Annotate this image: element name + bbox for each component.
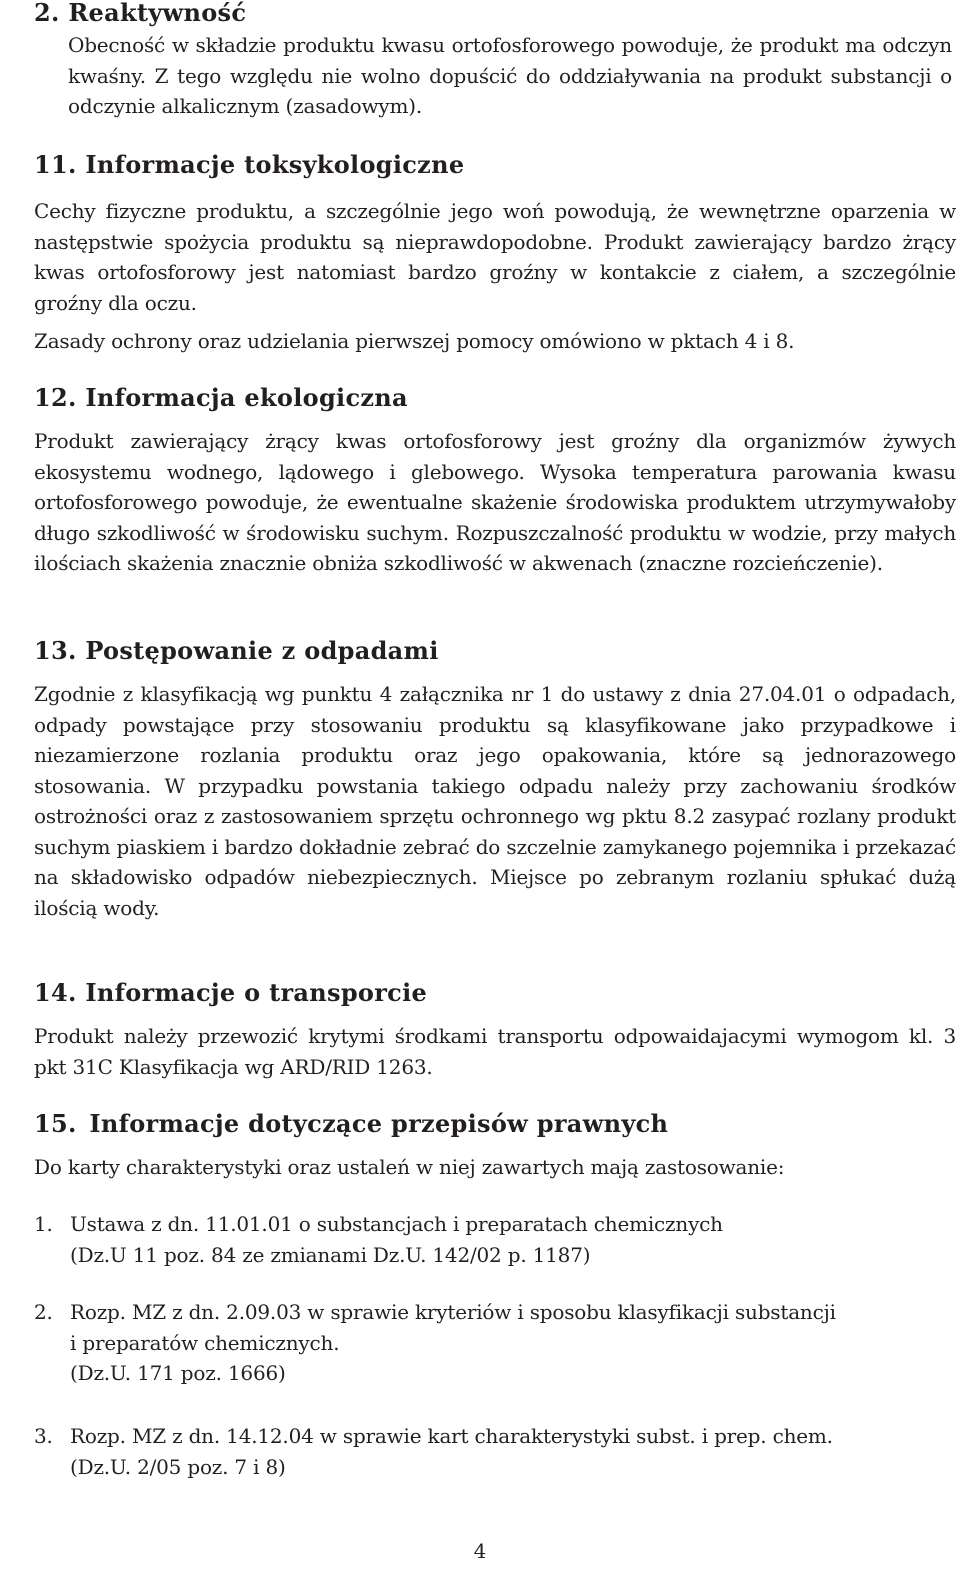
section-heading-toxicology: [34, 150, 464, 180]
section-heading-reaktywnosc: [34, 0, 246, 28]
reference-number: 2.: [34, 1300, 53, 1324]
reference-number: 3.: [34, 1424, 53, 1448]
section-title: Informacje toksykologiczne: [85, 150, 465, 179]
section-heading-legal: [34, 1109, 668, 1139]
section-heading-ecology: [34, 383, 408, 413]
section-number: 13.: [34, 636, 77, 665]
section-paragraph: Cechy fizyczne produktu, a szczególnie jego woń powodują, że wewnętrzne oparzenia w następstwie spożycia produktu są nieprawdopodobne. Produkt zawierający bardzo żrący kwas ortofosforowy jest natomiast bardzo groźny w kontakcie z ciałem, a szczególnie groźny dla oczu.: [34, 199, 956, 315]
reference-line: (Dz.U. 171 poz. 1666): [70, 1361, 286, 1385]
reference-line: (Dz.U 11 poz. 84 ze zmianami Dz.U. 142/02 p. 1187): [70, 1242, 591, 1267]
reference-number: 1.: [34, 1212, 53, 1236]
section-paragraph: Zasady ochrony oraz udzielania pierwszej pomocy omówiono w pktach 4 i 8.: [34, 329, 795, 353]
reference-line: (Dz.U. 2/05 poz. 7 i 8): [70, 1454, 286, 1479]
reference-line: Rozp. MZ z dn. 2.09.03 w sprawie kryteriów i sposobu klasyfikacji substancji: [70, 1300, 836, 1324]
reference-line: Ustawa z dn. 11.01.01 o substancjach i preparatach chemicznych: [70, 1212, 723, 1236]
section-paragraph: Produkt zawierający żrący kwas ortofosforowy jest groźny dla organizmów żywych ekosystemu wodnego, lądowego i glebowego. Wysoka temperatura parowania kwasu ortofosforowego powoduje, że ewentualne skażenie środowiska produktem utrzymywałoby długo szkodliwość w środowisku suchym. Rozpuszczalność produktu w wodzie, przy małych ilościach skażenia znacznie obniża szkodliwość w akwenach (znaczne rozcieńczenie).: [34, 429, 956, 575]
reference-text: [70, 1421, 960, 1482]
section-paragraph: Zgodnie z klasyfikacją wg punktu 4 załącznika nr 1 do ustawy z dnia 27.04.01 o odpadach, odpady powstające przy stosowaniu produktu są klasyfikowane jako przypadkowe i niezamierzone rozlania produktu oraz jego opakowania, które są jednorazowego stosowania. W przypadku powstania takiego odpadu należy przy zachowaniu środków ostrożności oraz z zastosowaniem sprzętu ochronnego wg pktu 8.2 zasypać rozlany produkt suchym piaskiem i bardzo dokładnie zebrać do szczelnie zamykanego pojemnika i przekazać na składowisko odpadów niebezpiecznych. Miejsce po zebranym rozlaniu spłukać dużą ilością wody.: [34, 682, 956, 920]
section-heading-transport: [34, 978, 427, 1008]
section-heading-waste: [34, 636, 439, 666]
section-number: 2.: [34, 0, 60, 27]
page-number: 4: [473, 1539, 487, 1563]
reference-line: i preparatów chemicznych.: [70, 1330, 340, 1355]
section-number: 14.: [34, 978, 77, 1007]
section-paragraph: Obecność w składzie produktu kwasu ortofosforowego powoduje, że produkt ma odczyn kwaśny. Z tego względu nie wolno dopuścić do oddziaływania na produkt substancji o odczynie alkalicznym (zasadowym).: [68, 33, 952, 118]
section-title: Informacje dotyczące przepisów prawnych: [89, 1109, 669, 1138]
section-number: 12.: [34, 383, 77, 412]
section-title: Informacja ekologiczna: [85, 383, 408, 412]
reference-text: [70, 1209, 960, 1270]
section-number: 11.: [34, 150, 77, 179]
section-paragraph: Do karty charakterystyki oraz ustaleń w niej zawartych mają zastosowanie:: [34, 1155, 785, 1179]
section-number: 15.: [34, 1109, 77, 1138]
reference-line: Rozp. MZ z dn. 14.12.04 w sprawie kart charakterystyki subst. i prep. chem.: [70, 1424, 833, 1448]
reference-text: [70, 1297, 960, 1389]
section-title: Informacje o transporcie: [85, 978, 428, 1007]
section-title: Reaktywność: [68, 0, 247, 27]
section-paragraph: Produkt należy przewozić krytymi środkami transportu odpowaidajacymi wymogom kl. 3 pkt 31C Klasyfikacja wg ARD/RID 1263.: [34, 1024, 956, 1079]
section-title: Postępowanie z odpadami: [85, 636, 439, 665]
